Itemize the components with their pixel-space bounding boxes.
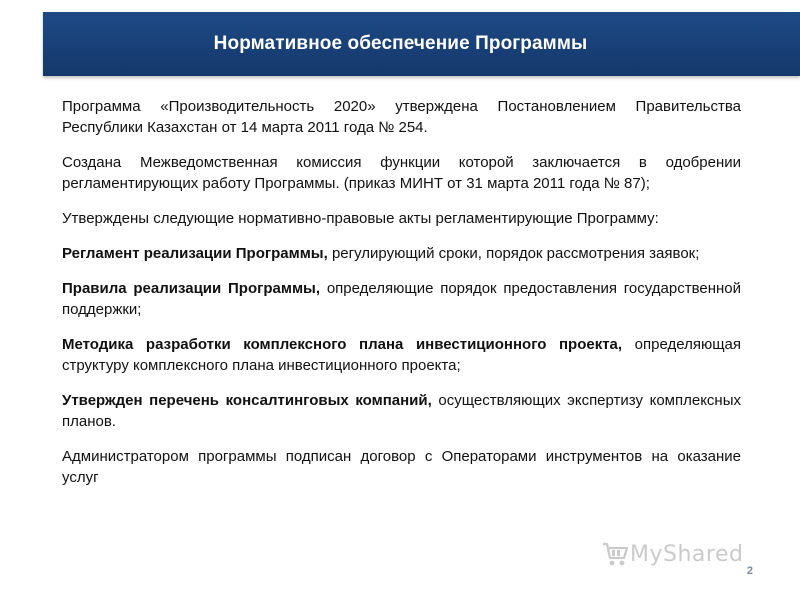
paragraph-1 <box>62 96 741 138</box>
paragraph-4-bold: Регламент реализации Программы, <box>62 245 328 262</box>
watermark <box>602 540 743 568</box>
paragraph-1-text: Программа «Производительность 2020» утверждена Постановлением Правительства Республики Казахстан от 14 марта 2011 года № 254. <box>62 98 741 136</box>
paragraph-6 <box>62 334 741 376</box>
content-body <box>62 96 741 502</box>
paragraph-5-text: определяющие порядок предоставления государственной поддержки; <box>62 280 742 318</box>
paragraph-8 <box>62 446 741 488</box>
paragraph-3-text: Утверждены следующие нормативно-правовые акты регламентирующие Программу: <box>62 210 659 227</box>
paragraph-8-text: Администратором программы подписан договор с Операторами инструментов на оказание услуг <box>62 448 741 486</box>
paragraph-4 <box>62 243 741 264</box>
watermark-text: MyShared <box>630 541 744 567</box>
paragraph-7-text: осуществляющих экспертизу комплексных планов. <box>62 392 741 430</box>
paragraph-7 <box>62 390 741 432</box>
page-title: Нормативное обеспечение Программы <box>213 33 588 54</box>
title-bar <box>43 12 800 76</box>
paragraph-2-text: Создана Межведомственная комиссия функции которой заключается в одобрении регламентирующих работу Программы. (приказ МИНТ от 31 марта 2011 года № 87); <box>62 154 741 192</box>
cart-icon <box>602 540 628 568</box>
paragraph-3 <box>62 208 741 229</box>
paragraph-5 <box>62 278 741 320</box>
page-number: 2 <box>746 565 753 577</box>
paragraph-2 <box>62 152 741 194</box>
paragraph-5-bold: Правила реализации Программы, <box>62 280 321 297</box>
paragraph-6-text: определяющая структуру комплексного плана инвестиционного проекта; <box>62 336 741 374</box>
paragraph-7-bold: Утвержден перечень консалтинговых компаний, <box>62 392 432 409</box>
paragraph-4-text: регулирующий сроки, порядок рассмотрения заявок; <box>327 245 700 262</box>
paragraph-6-bold: Методика разработки комплексного плана инвестиционного проекта, <box>62 336 623 353</box>
